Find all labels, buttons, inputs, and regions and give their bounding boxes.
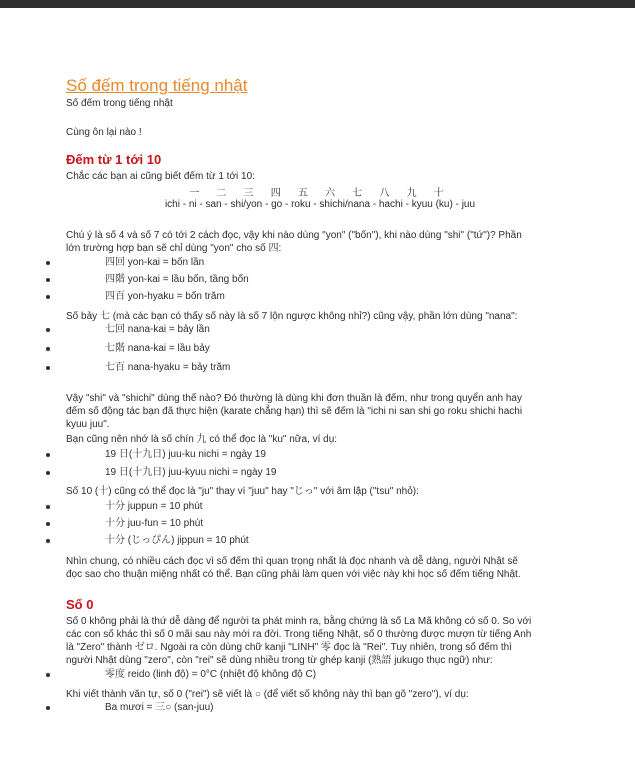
list-item: 19 日(十九日) juu-ku nichi = ngày 19 xyxy=(105,449,266,460)
list-item: 七回 nana-kai = bảy lần xyxy=(105,324,210,335)
bullet-icon xyxy=(46,295,50,299)
bullet-icon xyxy=(46,522,50,526)
paragraph-line: người Nhật dùng "zero", còn "rei" sẽ dùng nhiều trong từ ghép kanji (熟語 jukugo thục ngữ) như: xyxy=(66,655,493,666)
kanji-numerals: 一 二 三 四 五 六 七 八 九 十 xyxy=(189,188,451,199)
paragraph-line: Bạn cũng nên nhớ là số chín 九 có thể đọc là "ku" nữa, ví dụ: xyxy=(66,434,338,445)
section1-lead: Chắc các bạn ai cũng biết đếm từ 1 tới 10: xyxy=(66,171,255,182)
paragraph-line: Khi viết thành văn tự, số 0 ("rei") sẽ viết là ○ (để viết số không này thì bạn gõ "zero"), ví dụ: xyxy=(66,689,469,700)
list-item: 零度 reido (linh độ) = 0°C (nhiệt độ không độ C) xyxy=(105,669,317,680)
bullet-icon xyxy=(46,505,50,509)
list-item: 十分 (じっぴん) jippun = 10 phút xyxy=(105,535,249,546)
paragraph-line: Số 0 không phải là thứ dễ dàng để người ta phát minh ra, bằng chứng là số La Mã không có số 0. So với xyxy=(66,616,532,627)
paragraph-line: đếm số động tác bạn đã thực hiện (karate chẳng hạn) thì sẽ đếm là "ichi ni san shi go roku shichi hachi xyxy=(66,406,523,417)
paragraph-line: đọc sao cho thuận miệng nhất có thể. Bạn cũng phải làm quen với việc này khi học số đếm tiếng Nhật. xyxy=(66,569,521,580)
bullet-icon xyxy=(46,471,50,475)
page-title[interactable]: Số đếm trong tiếng nhật xyxy=(66,76,248,95)
paragraph-line: Nhìn chung, có nhiều cách đọc vì số đếm thì quan trọng nhất là đọc nhanh và dễ dàng, người Nhật sẽ xyxy=(66,556,518,567)
bullet-icon xyxy=(46,706,50,710)
bullet-icon xyxy=(46,366,50,370)
list-item: 十分 juppun = 10 phút xyxy=(105,501,203,512)
list-item: 七百 nana-hyaku = bảy trăm xyxy=(105,362,231,373)
paragraph-line: Số 10 (十) cũng có thể đọc là "ju" thay vì "juu" hay "じっ" với âm lặp ("tsu" nhỏ): xyxy=(66,486,419,497)
section-heading-counting: Đếm từ 1 tới 10 xyxy=(66,152,162,167)
window-top-bar xyxy=(0,0,635,8)
bullet-icon xyxy=(46,453,50,457)
list-item: 19 日(十九日) juu-kyuu nichi = ngày 19 xyxy=(105,467,277,478)
list-item: 四回 yon-kai = bốn lần xyxy=(105,257,205,268)
bullet-icon xyxy=(46,261,50,265)
paragraph-line: lớn trường hợp bạn sẽ chỉ dùng "yon" cho số 四: xyxy=(66,243,282,254)
paragraph-line: là "Zero" thành ゼロ. Ngoài ra còn dùng chữ kanji "LINH" 零 đọc là "Rei". Tuy nhiên, trong số đếm thì xyxy=(66,642,512,653)
paragraph-line: Vậy "shi" và "shichi" dùng thế nào? Đó thường là dùng khi đơn thuần là đếm, như trong quyển anh hay xyxy=(66,393,522,404)
page-subtitle: Số đếm trong tiếng nhật xyxy=(66,98,173,109)
paragraph-line: Chú ý là số 4 và số 7 có tới 2 cách đọc, vậy khi nào dùng "yon" ("bốn"), khi nào dùng "shi" ("tứ")? Phần xyxy=(66,230,522,241)
list-item: Ba mươi = 三○ (san-juu) xyxy=(105,702,214,713)
paragraph-line: Số bảy 七 (mà các bạn có thấy số này là số 7 lộn ngược không nhỉ?) cũng vậy, phần lớn dùng "nana": xyxy=(66,311,518,322)
romaji-numerals: ichi - ni - san - shi/yon - go - roku - shichi/nana - hachi - kyuu (ku) - juu xyxy=(164,199,476,210)
bullet-icon xyxy=(46,673,50,677)
bullet-icon xyxy=(46,278,50,282)
list-item: 四階 yon-kai = lầu bốn, tầng bốn xyxy=(105,274,249,285)
intro-text: Cùng ôn lại nào ! xyxy=(66,127,142,138)
bullet-icon xyxy=(46,539,50,543)
section-heading-zero: Số 0 xyxy=(66,597,94,612)
list-item: 七階 nana-kai = lầu bảy xyxy=(105,343,210,354)
list-item: 四百 yon-hyaku = bốn trăm xyxy=(105,291,225,302)
paragraph-line: kyuu juu". xyxy=(66,419,110,430)
bullet-icon xyxy=(46,328,50,332)
paragraph-line: các con số khác thì số 0 mãi sau này mới ra đời. Trong tiếng Nhật, số 0 thường được mượn từ tiếng Anh xyxy=(66,629,532,640)
list-item: 十分 juu-fun = 10 phút xyxy=(105,518,204,529)
bullet-icon xyxy=(46,347,50,351)
